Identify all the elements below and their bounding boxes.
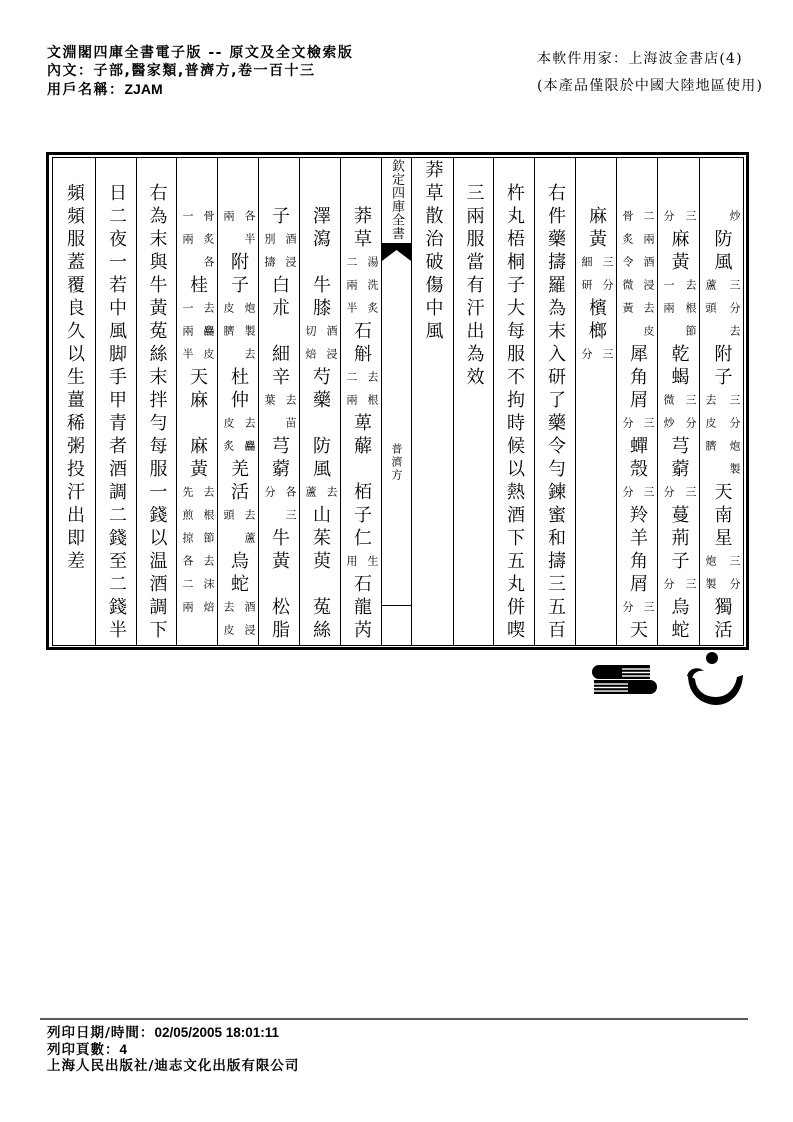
- main-text: 麻黃: [586, 206, 607, 252]
- main-text: 栢子仁: [351, 482, 372, 551]
- main-text: 三兩服當有汗出為效: [463, 183, 485, 390]
- main-text: 細辛: [269, 344, 290, 390]
- main-text: 石斛: [351, 321, 372, 367]
- content-path-line: [47, 62, 353, 80]
- annotation-right-line: 三: [684, 210, 697, 233]
- main-text: 松脂: [269, 597, 290, 643]
- annotation-left-line: 細研: [580, 256, 593, 302]
- main-text: 白朮: [269, 275, 290, 321]
- annotation-right-line: 炒: [728, 210, 741, 233]
- text-column-l6: [137, 158, 176, 643]
- annotation-left-line: 分: [662, 486, 675, 509]
- annotation-left-line: 先煎掠各二兩: [181, 486, 194, 624]
- annotation-left-line: 分: [662, 578, 675, 601]
- user-name: ZJAM: [124, 81, 163, 97]
- text-column-r7: [454, 158, 493, 643]
- annotation-right-line: 二兩酒浸去皮: [642, 210, 655, 348]
- annotation-right-line: 三分: [601, 256, 614, 302]
- main-text: 蔓荊子: [668, 505, 690, 574]
- fish-tail-mark-icon: [382, 243, 411, 261]
- annotation-right-line: 各半: [243, 210, 256, 256]
- main-text: 子: [269, 206, 290, 229]
- main-text: 菟絲: [310, 597, 331, 643]
- text-column-r8: [412, 158, 453, 643]
- annotation-left-line: 骨炙令微黃: [621, 210, 634, 325]
- content-path: 子部,醫家類,普濟方,卷一百十三: [93, 63, 316, 79]
- annotation-right-line: 去: [325, 486, 338, 509]
- main-text: 麻黃: [187, 436, 208, 482]
- annotation-right-line: 去苗: [284, 394, 297, 440]
- main-text: 杜仲: [228, 367, 249, 413]
- text-column-l8: [53, 158, 95, 643]
- main-text: 麻黃: [668, 229, 690, 275]
- print-datetime: 02/05/2005 18:01:11: [154, 1025, 280, 1040]
- annotation-left-line: 切焙: [304, 325, 317, 371]
- main-text: 烏蛇: [668, 597, 690, 643]
- main-text: 天南星: [711, 482, 733, 551]
- annotation-right-line: 三分: [728, 555, 741, 601]
- book-title: 普濟方: [390, 443, 403, 482]
- annotation-left-line: 一兩: [181, 210, 194, 256]
- annotation-left-line: 去皮臍: [704, 394, 717, 463]
- annotation-left-line: 二兩半: [345, 256, 358, 325]
- annotation-left-line: 蘆頭: [704, 279, 717, 325]
- license-info: [537, 46, 763, 100]
- main-text: 右件藥擣羅為末入研了藥令勻鍊蜜和擣三五百: [545, 183, 566, 643]
- annotation-left-line: 分: [621, 601, 634, 624]
- main-text: 防風: [711, 229, 733, 275]
- annotation-right-line: 生: [366, 555, 379, 578]
- annotation-right-line: 骨炙各: [202, 210, 215, 279]
- annotation-right-line: 炮製去: [243, 302, 256, 371]
- print-datetime-line: [47, 1025, 299, 1042]
- main-text: 附子: [711, 344, 733, 390]
- print-datetime-label: 列印日期/時間：: [47, 1025, 155, 1041]
- print-info: [47, 1025, 299, 1075]
- annotation-right-line: 三: [642, 417, 655, 440]
- annotation-right-line: 三分: [684, 394, 697, 440]
- annotation-right-line: 去根: [366, 371, 379, 417]
- page-count-label: 列印頁數：: [47, 1041, 120, 1058]
- annotation-right-line: 酒浸: [325, 325, 338, 371]
- publisher-logos: [588, 648, 750, 710]
- annotation-right-line: 去蘆: [243, 509, 256, 555]
- annotation-left-line: 蘆: [304, 486, 317, 509]
- collection-title: 欽定四庫全書: [389, 159, 404, 240]
- main-text: 烏蛇: [228, 551, 249, 597]
- main-text: 牛黃: [269, 528, 290, 574]
- dot-swoosh-logo-icon: [687, 652, 743, 705]
- text-column-l7: [96, 158, 136, 643]
- publishers: 上海人民出版社/迪志文化出版有限公司: [47, 1058, 300, 1074]
- annotation-right-line: 三: [642, 601, 655, 624]
- annotation-right-line: 各三: [284, 486, 297, 532]
- main-text: 蟬殼: [627, 436, 648, 482]
- annotation-left-line: 二兩: [345, 371, 358, 417]
- user-label: 用戶名稱：: [47, 82, 125, 98]
- annotation-left-line: 微炒: [662, 394, 675, 440]
- text-column-r5: [535, 158, 575, 643]
- annotation-left-line: 炮製: [704, 555, 717, 601]
- annotation-right-line: 去根節: [684, 279, 697, 348]
- main-text: 杵丸梧桐子大每服不拘時候以熱酒下五丸併喫: [504, 183, 525, 643]
- annotation-right-line: 三分去: [728, 279, 741, 348]
- annotation-left-line: 分: [621, 486, 634, 509]
- main-text: 犀角屑: [627, 344, 648, 413]
- main-text: 獨活: [711, 597, 733, 643]
- text-column-l5: [177, 158, 217, 643]
- main-text: 石龍芮: [351, 574, 372, 643]
- main-text: 乾蝎: [668, 344, 690, 390]
- annotation-right-line: 三: [642, 486, 655, 509]
- content-label: 內文：: [47, 63, 94, 79]
- main-text: 萆薢: [351, 413, 372, 459]
- book-stack-logo-icon: [592, 665, 657, 694]
- text-column-r1: [700, 158, 743, 643]
- main-text: 天: [627, 620, 648, 643]
- annotation-left-line: 分: [263, 486, 276, 509]
- banxin-rule: [382, 605, 411, 606]
- text-column-l3: [259, 158, 299, 643]
- annotation-left-line: 一兩半: [181, 302, 194, 371]
- main-text: 莽草: [351, 206, 372, 252]
- annotation-left-line: 皮炙: [222, 417, 235, 463]
- main-text: 山茱萸: [310, 505, 331, 574]
- annotation-left-line: 葉: [263, 394, 276, 417]
- main-text: 防風: [310, 436, 331, 482]
- annotation-right-line: 酒浸: [284, 233, 297, 279]
- annotation-right-line: 三: [684, 486, 697, 509]
- annotation-left-line: 兩: [222, 210, 235, 233]
- text-column-l2: [300, 158, 340, 643]
- main-text: 芎藭: [269, 436, 290, 482]
- page-count: 4: [119, 1041, 128, 1057]
- annotation-right-line: 去麤: [243, 417, 256, 463]
- annotation-left-line: 分: [580, 348, 593, 371]
- annotation-left-line: 用: [345, 555, 358, 578]
- annotation-right-line: 三: [601, 348, 614, 371]
- main-text: 附子: [228, 252, 249, 298]
- annotation-left-line: 去皮: [222, 601, 235, 647]
- main-text: 檳榔: [586, 298, 607, 344]
- annotation-right-line: 去根節去沫焙: [202, 486, 215, 624]
- text-column-r3: [617, 158, 657, 643]
- text-column-r4: [576, 158, 616, 643]
- header-info: [47, 44, 353, 99]
- annotation-left-line: 分: [621, 417, 634, 440]
- main-text: 羚羊角屑: [627, 505, 648, 597]
- licensee: 本軟件用家：上海波金書店(4): [537, 51, 743, 67]
- main-text: 天麻: [187, 367, 208, 413]
- main-text: 芎藭: [668, 436, 690, 482]
- annotation-left-line: 皮臍: [222, 302, 235, 348]
- user-name-line: [47, 80, 353, 99]
- region-notice: (本產品僅限於中國大陸地區使用): [537, 78, 764, 94]
- prescription-title: 莽草散治破傷中風: [422, 160, 444, 344]
- page-count-line: [47, 1042, 299, 1059]
- text-column-r2: [658, 158, 699, 643]
- annotation-right-line: 去麤皮: [202, 302, 215, 371]
- main-text: 澤瀉: [310, 206, 331, 252]
- footer-rule: [40, 1018, 748, 1020]
- annotation-right-line: 湯洗炙: [366, 256, 379, 325]
- annotation-left-line: 分: [662, 210, 675, 233]
- main-text: 日二夜一若中風脚手甲青者酒調二錢至二錢半: [106, 183, 127, 643]
- edition-title: 文淵閣四庫全書電子版 -- 原文及全文檢索版: [47, 45, 354, 61]
- main-text: 芍藥: [310, 367, 331, 413]
- annotation-left-line: 一兩: [662, 279, 675, 325]
- annotation-right-line: 三分炮製: [728, 394, 741, 486]
- annotation-right-line: 酒浸: [243, 601, 256, 647]
- main-text: 牛膝: [310, 275, 331, 321]
- main-text: 羌活: [228, 459, 249, 505]
- text-column-l4: [218, 158, 258, 647]
- text-column-r6: [494, 158, 534, 643]
- text-column-l1: [341, 158, 381, 643]
- main-text: 桂: [187, 275, 208, 298]
- annotation-left-line: 頭: [222, 509, 235, 532]
- main-text: 頻頻服蓋覆良久以生薑稀粥投汗出即差: [64, 183, 85, 574]
- annotation-right-line: 三: [684, 578, 697, 601]
- main-text: 右為末與牛黃菟絲末拌勻每服一錢以温酒調下: [146, 183, 168, 643]
- annotation-left-line: 別擣: [263, 233, 276, 279]
